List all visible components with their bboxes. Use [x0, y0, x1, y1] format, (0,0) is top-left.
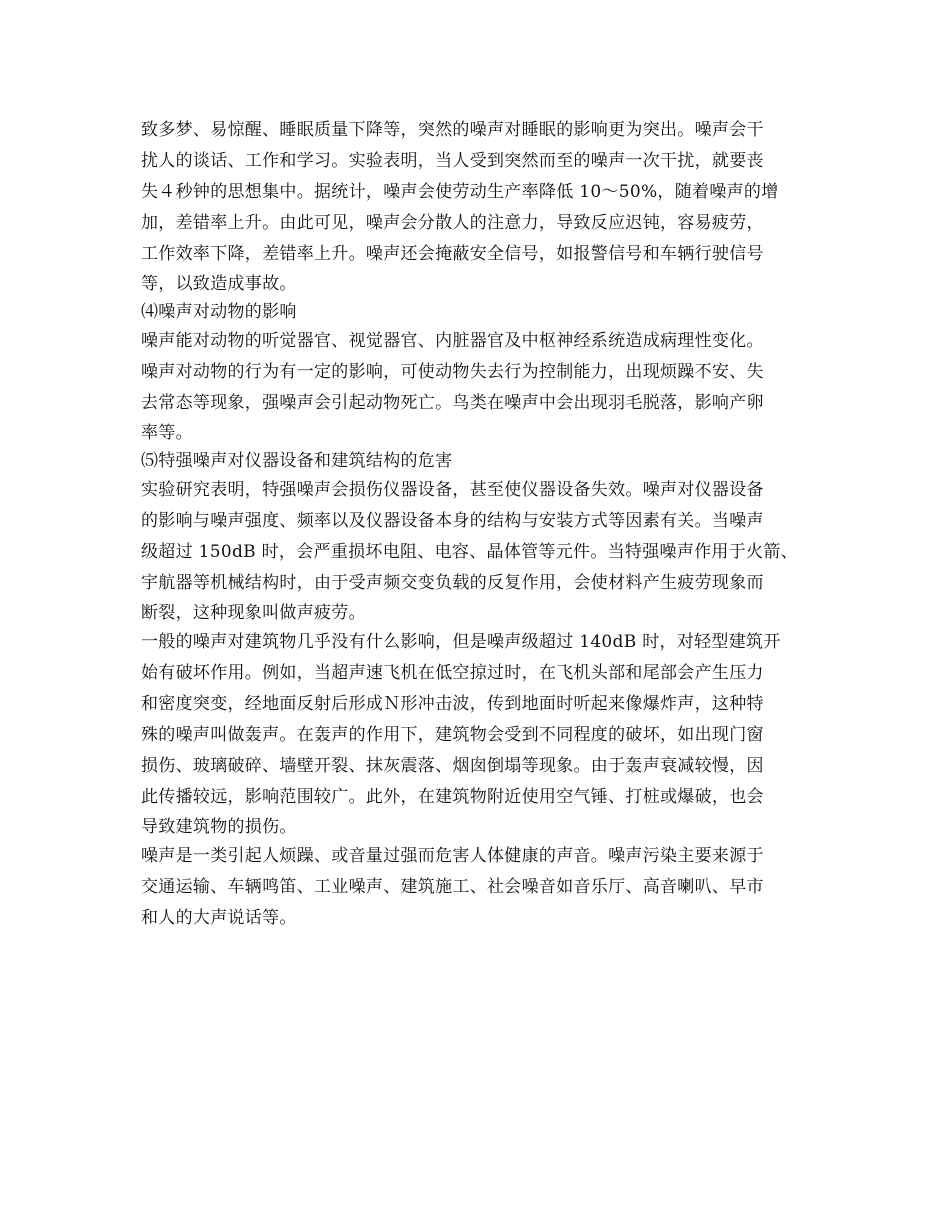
text-line: 始有破坏作用。例如，当超声速飞机在低空掠过时，在飞机头部和尾部会产生压力 — [141, 663, 764, 683]
text-line: 此传播较远，影响范围较广。此外，在建筑物附近使用空气锤、打桩或爆破，也会 — [141, 787, 764, 807]
text-line: 的影响与噪声强度、频率以及仪器设备本身的结构与安装方式等因素有关。当噪声 — [141, 511, 764, 531]
text-line: 噪声能对动物的听觉器官、视觉器官、内脏器官及中枢神经系统造成病理性变化。 — [141, 331, 764, 351]
text-line: 级超过 150dB 时，会严重损坏电阻、电容、晶体管等元件。当特强噪声作用于火箭、 — [141, 542, 798, 562]
text-line: 失４秒钟的思想集中。据统计，噪声会使劳动生产率降低 10～50%，随着噪声的增 — [141, 182, 779, 202]
text-line: 导致建筑物的损伤。 — [141, 817, 297, 837]
text-line: 工作效率下降，差错率上升。噪声还会掩蔽安全信号，如报警信号和车辆行驶信号 — [141, 244, 764, 264]
text-line: 去常态等现象，强噪声会引起动物死亡。鸟类在噪声中会出现羽毛脱落，影响产卵 — [141, 393, 764, 413]
text-line: 断裂，这种现象叫做声疲劳。 — [141, 603, 366, 623]
text-line: 噪声是一类引起人烦躁、或音量过强而危害人体健康的声音。噪声污染主要来源于 — [141, 846, 764, 866]
text-line: 噪声对动物的行为有一定的影响，可使动物失去行为控制能力，出现烦躁不安、失 — [141, 362, 764, 382]
document-body — [141, 115, 821, 934]
text-line: 加，差错率上升。由此可见，噪声会分散人的注意力，导致反应迟钝，容易疲劳， — [141, 213, 764, 233]
text-line: 交通运输、车辆鸣笛、工业噪声、建筑施工、社会噪音如音乐厅、高音喇叭、早市 — [141, 877, 764, 897]
text-line: 实验研究表明，特强噪声会损伤仪器设备，甚至使仪器设备失效。噪声对仪器设备 — [141, 480, 764, 500]
text-line: 扰人的谈话、工作和学习。实验表明，当人受到突然而至的噪声一次干扰，就要丧 — [141, 151, 764, 171]
section-heading: ⑷噪声对动物的影响 — [141, 302, 297, 322]
text-line: 宇航器等机械结构时，由于受声频交变负载的反复作用，会使材料产生疲劳现象而 — [141, 573, 764, 593]
text-line: 致多梦、易惊醒、睡眠质量下降等，突然的噪声对睡眠的影响更为突出。噪声会干 — [141, 120, 764, 140]
text-line: 和人的大声说话等。 — [141, 908, 297, 928]
text-line: 殊的噪声叫做轰声。在轰声的作用下，建筑物会受到不同程度的破坏，如出现门窗 — [141, 725, 764, 745]
text-line: 和密度突变，经地面反射后形成Ｎ形冲击波，传到地面时听起来像爆炸声，这种特 — [141, 694, 764, 714]
text-line: 损伤、玻璃破碎、墙壁开裂、抹灰震落、烟囱倒塌等现象。由于轰声衰减较慢，因 — [141, 756, 764, 776]
text-line: 等，以致造成事故。 — [141, 274, 297, 294]
text-line: 率等。 — [141, 423, 193, 443]
section-heading: ⑸特强噪声对仪器设备和建筑结构的危害 — [141, 451, 453, 471]
text-line: 一般的噪声对建筑物几乎没有什么影响，但是噪声级超过 140dB 时，对轻型建筑开 — [141, 632, 781, 652]
